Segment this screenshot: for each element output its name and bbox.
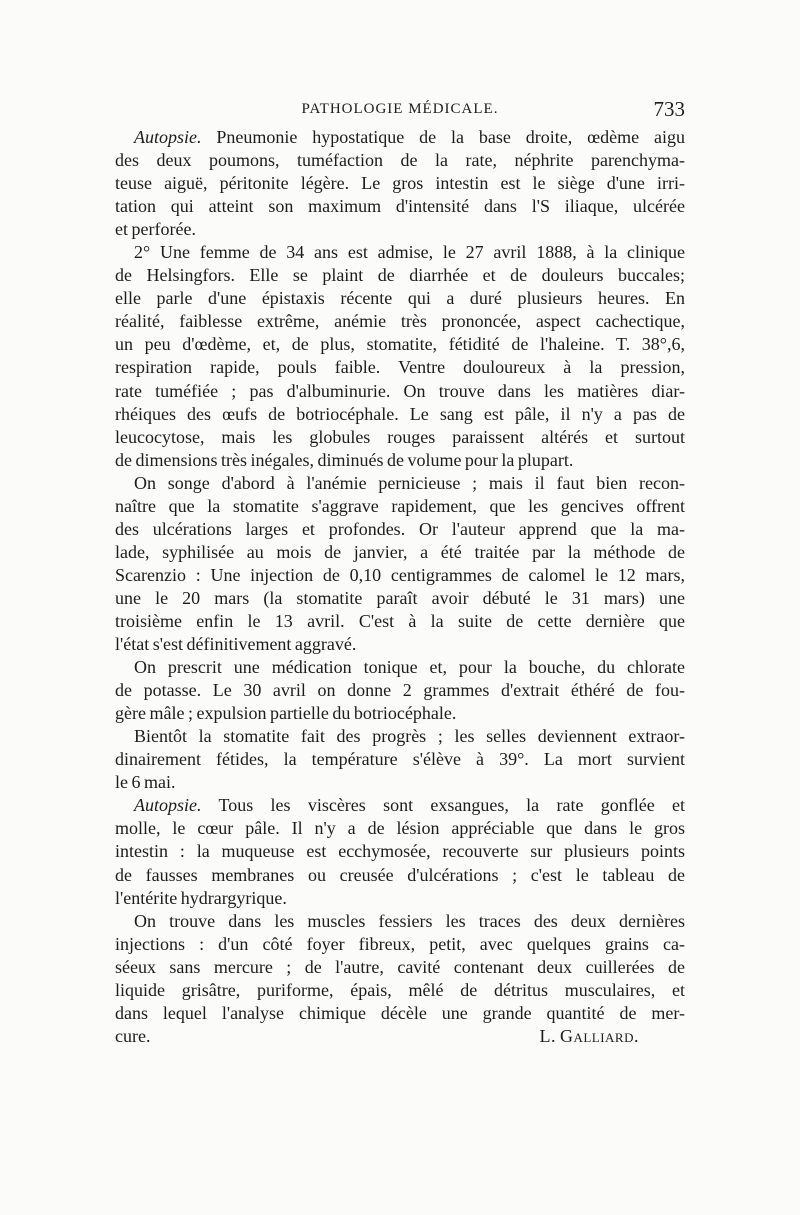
line-text: dinairement fétides, la température s'élève à 39°. La mort survient (115, 749, 685, 770)
section-lead: Autopsie. (134, 127, 202, 147)
line-text: de dimensions très inégales, diminués de volume pour la plupart. (115, 449, 574, 470)
text-line (115, 564, 685, 587)
text-line (115, 817, 685, 840)
text-line (115, 840, 685, 863)
text-line (115, 794, 685, 817)
text-line (115, 679, 685, 702)
text-line (115, 702, 685, 725)
text-line (115, 1002, 685, 1025)
line-text: On prescrit une médication tonique et, pour la bouche, du chlorate (134, 657, 685, 678)
line-text: et perforée. (115, 219, 196, 240)
line-text: Pneumonie hypostatique de la base droite, œdème aigu (216, 127, 685, 147)
text-line (115, 887, 685, 910)
line-text: troisième enfin le 13 avril. C'est à la suite de cette dernière que (115, 610, 685, 631)
text-line (115, 472, 685, 495)
text-line (115, 310, 685, 333)
line-text: le 6 mai. (115, 772, 176, 793)
text-line (115, 587, 685, 610)
section-lead: Autopsie. (134, 795, 202, 816)
text-line (115, 333, 685, 356)
line-text: molle, le cœur pâle. Il n'y a de lésion appréciable que dans le gros (115, 818, 685, 839)
line-text: une le 20 mars (la stomatite paraît avoir débuté le 31 mars) une (115, 587, 685, 608)
line-text: cure. (115, 1025, 151, 1046)
text-line (115, 495, 685, 518)
text-line (115, 771, 685, 794)
text-line (115, 1025, 685, 1048)
line-text: injections : d'un côté foyer fibreux, petit, avec quelques grains ca- (115, 933, 685, 954)
line-text: liquide grisâtre, puriforme, épais, mêlé de détritus musculaires, et (115, 979, 685, 1000)
line-text: séeux sans mercure ; de l'autre, cavité contenant deux cuillerées de (115, 956, 685, 977)
line-text: On trouve dans les muscles fessiers les traces des deux dernières (134, 910, 685, 931)
text-line (115, 287, 685, 310)
text-line (115, 541, 685, 564)
text-line (115, 218, 685, 241)
text-line (115, 149, 685, 172)
line-text: respiration rapide, pouls faible. Ventre douloureux à la pression, (115, 357, 685, 378)
text-line (115, 748, 685, 771)
page-header (115, 98, 685, 128)
text-line (115, 725, 685, 748)
text-line (115, 933, 685, 956)
text-line (115, 979, 685, 1002)
text-line (115, 518, 685, 541)
line-text: des deux poumons, tuméfaction de la rate, néphrite parenchyma- (115, 150, 685, 171)
text-line (115, 633, 685, 656)
line-text: des ulcérations larges et profondes. Or l'auteur apprend que la ma- (115, 518, 685, 539)
line-text: elle parle d'une épistaxis récente qui a duré plusieurs heures. En (115, 288, 685, 309)
line-text: un peu d'œdème, et, de plus, stomatite, fétidité de l'haleine. T. 38°,6, (115, 334, 685, 355)
author-signature: L. Galliard. (539, 1025, 639, 1046)
line-text: de potasse. Le 30 avril on donne 2 grammes d'extrait éthéré de fou- (115, 680, 685, 701)
body-text (115, 126, 685, 1048)
line-text: intestin : la muqueuse est ecchymosée, recouverte sur plusieurs points (115, 841, 685, 862)
line-text: gère mâle ; expulsion partielle du botriocéphale. (115, 703, 457, 724)
text-line (115, 426, 685, 449)
line-text: Bientôt la stomatite fait des progrès ; les selles deviennent extraor- (134, 726, 685, 747)
line-text: lade, syphilisée au mois de janvier, a été traitée par la méthode de (115, 541, 685, 562)
text-line (115, 403, 685, 426)
text-line (115, 449, 685, 472)
text-line (115, 264, 685, 287)
line-text: tation qui atteint son maximum d'intensité dans l'S iliaque, ulcérée (115, 196, 685, 217)
line-text: 2° Une femme de 34 ans est admise, le 27 avril 1888, à la clinique (134, 242, 685, 263)
text-line (115, 241, 685, 264)
line-text: dans lequel l'analyse chimique décèle une grande quantité de mer- (115, 1002, 685, 1023)
line-text: naître que la stomatite s'aggrave rapidement, que les gencives offrent (115, 495, 685, 516)
text-line (115, 356, 685, 379)
text-line (115, 380, 685, 403)
text-line (115, 610, 685, 633)
line-text: de fausses membranes ou creusée d'ulcérations ; c'est le tableau de (115, 864, 685, 885)
text-line (115, 172, 685, 195)
text-line (115, 956, 685, 979)
line-text: On songe d'abord à l'anémie pernicieuse ; mais il faut bien recon- (134, 472, 685, 493)
running-head: PATHOLOGIE MÉDICALE. (301, 101, 499, 117)
page-number: 733 (653, 97, 685, 121)
text-line (115, 656, 685, 679)
line-text: de Helsingfors. Elle se plaint de diarrhée et de douleurs buccales; (115, 265, 685, 286)
line-text: Scarenzio : Une injection de 0,10 centigrammes de calomel le 12 mars, (115, 564, 685, 585)
text-line (115, 910, 685, 933)
line-text: réalité, faiblesse extrême, anémie très prononcée, aspect cachectique, (115, 311, 685, 332)
line-text: rhéiques des œufs de botriocéphale. Le sang est pâle, il n'y a pas de (115, 403, 685, 424)
line-text: Tous les viscères sont exsangues, la rate gonflée et (218, 795, 685, 816)
line-text: teuse aiguë, péritonite légère. Le gros intestin est le siège d'une irri- (115, 173, 685, 194)
line-text: rate tuméfiée ; pas d'albuminurie. On trouve dans les matières diar- (115, 380, 685, 401)
text-line (115, 126, 685, 149)
line-text: leucocytose, mais les globules rouges paraissent altérés et surtout (115, 426, 685, 447)
line-text: l'état s'est définitivement aggravé. (115, 634, 357, 655)
line-text: l'entérite hydrargyrique. (115, 887, 287, 908)
text-line (115, 864, 685, 887)
text-line (115, 195, 685, 218)
